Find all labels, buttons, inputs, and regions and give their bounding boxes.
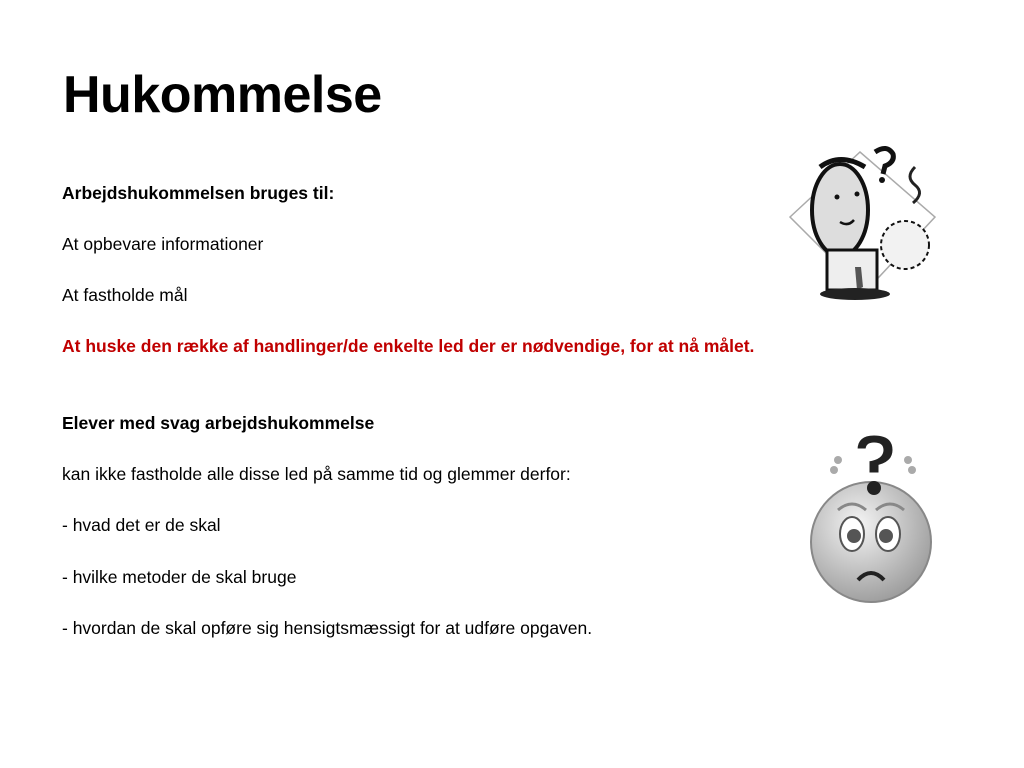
subheading-working-memory: Arbejdshukommelsen bruges til:: [62, 183, 335, 203]
item-what: - hvad det er de skal: [62, 515, 221, 535]
text-cannot-hold: kan ikke fastholde alle disse led på samme tid og glemmer derfor:: [62, 464, 571, 484]
bullet-hold-goal: At fastholde mål: [62, 285, 188, 305]
confused-man-clipart-icon: [785, 142, 950, 304]
slide-title: Hukommelse: [63, 66, 382, 124]
highlight-sequence: At huske den række af handlinger/de enkelte led der er nødvendige, for at nå målet.: [62, 336, 755, 356]
item-behaviour: - hvordan de skal opføre sig hensigtsmæssigt for at udføre opgaven.: [62, 618, 593, 638]
item-methods: - hvilke metoder de skal bruge: [62, 567, 297, 587]
bullet-store-info: At opbevare informationer: [62, 234, 264, 254]
subheading-weak-memory: Elever med svag arbejdshukommelse: [62, 413, 375, 433]
confused-face-clipart-icon: [808, 430, 936, 605]
